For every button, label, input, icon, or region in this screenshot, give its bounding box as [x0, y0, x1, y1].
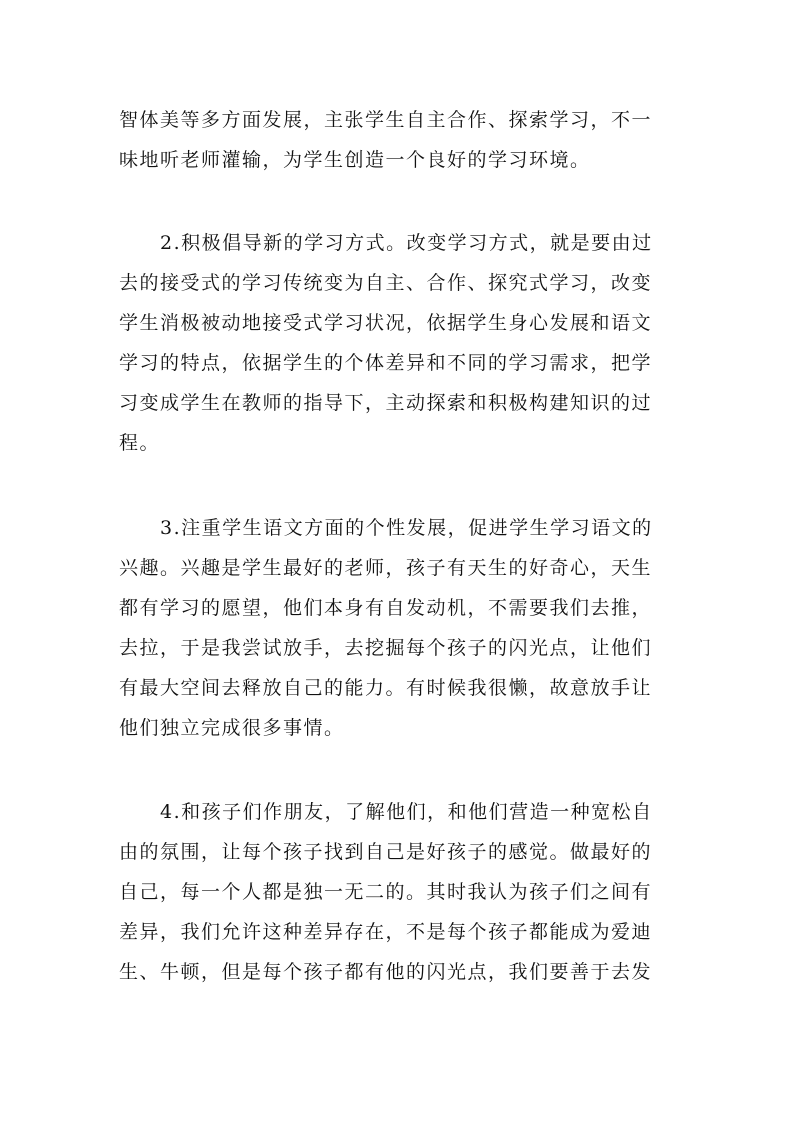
paragraph-4-line-1: 4.和孩子们作朋友，了解他们，和他们营造一种宽松自: [160, 801, 653, 823]
paragraph-3-line-6: 他们独立完成很多事情。: [119, 717, 345, 739]
paragraph-2-line-4: 学习的特点，依据学生的个体差异和不同的学习需求，把学: [119, 352, 653, 374]
paragraph-4-line-5: 生、牛顿，但是每个孩子都有他的闪光点，我们要善于去发: [119, 961, 653, 983]
paragraph-3-line-1: 3.注重学生语文方面的个性发展，促进学生学习语文的: [160, 517, 653, 539]
paragraph-2-line-3: 学生消极被动地接受式学习状况，依据学生身心发展和语文: [119, 312, 653, 334]
paragraph-3-line-3: 都有学习的愿望，他们本身有自发动机，不需要我们去推，: [119, 597, 653, 619]
paragraph-2-line-5: 习变成学生在教师的指导下，主动探索和积极构建知识的过: [119, 392, 653, 414]
paragraph-4-line-2: 由的氛围，让每个孩子找到自己是好孩子的感觉。做最好的: [119, 841, 653, 863]
paragraph-4-line-3: 自己，每一个人都是独一无二的。其时我认为孩子们之间有: [119, 881, 653, 903]
paragraph-3-line-2: 兴趣。兴趣是学生最好的老师，孩子有天生的好奇心，天生: [119, 557, 653, 579]
paragraph-1-line-2: 味地听老师灌输，为学生创造一个良好的学习环境。: [119, 149, 591, 171]
paragraph-3-line-4: 去拉，于是我尝试放手，去挖掘每个孩子的闪光点，让他们: [119, 637, 653, 659]
paragraph-4-line-4: 差异，我们允许这种差异存在，不是每个孩子都能成为爱迪: [119, 921, 653, 943]
paragraph-3-line-5: 有最大空间去释放自己的能力。有时候我很懒，故意放手让: [119, 677, 653, 699]
paragraph-2-line-2: 去的接受式的学习传统变为自主、合作、探究式学习，改变: [119, 272, 653, 294]
paragraph-1-line-1: 智体美等多方面发展，主张学生自主合作、探索学习，不一: [119, 109, 653, 131]
paragraph-2-line-1: 2.积极倡导新的学习方式。改变学习方式，就是要由过: [160, 232, 653, 254]
paragraph-2-line-6: 程。: [119, 432, 161, 454]
